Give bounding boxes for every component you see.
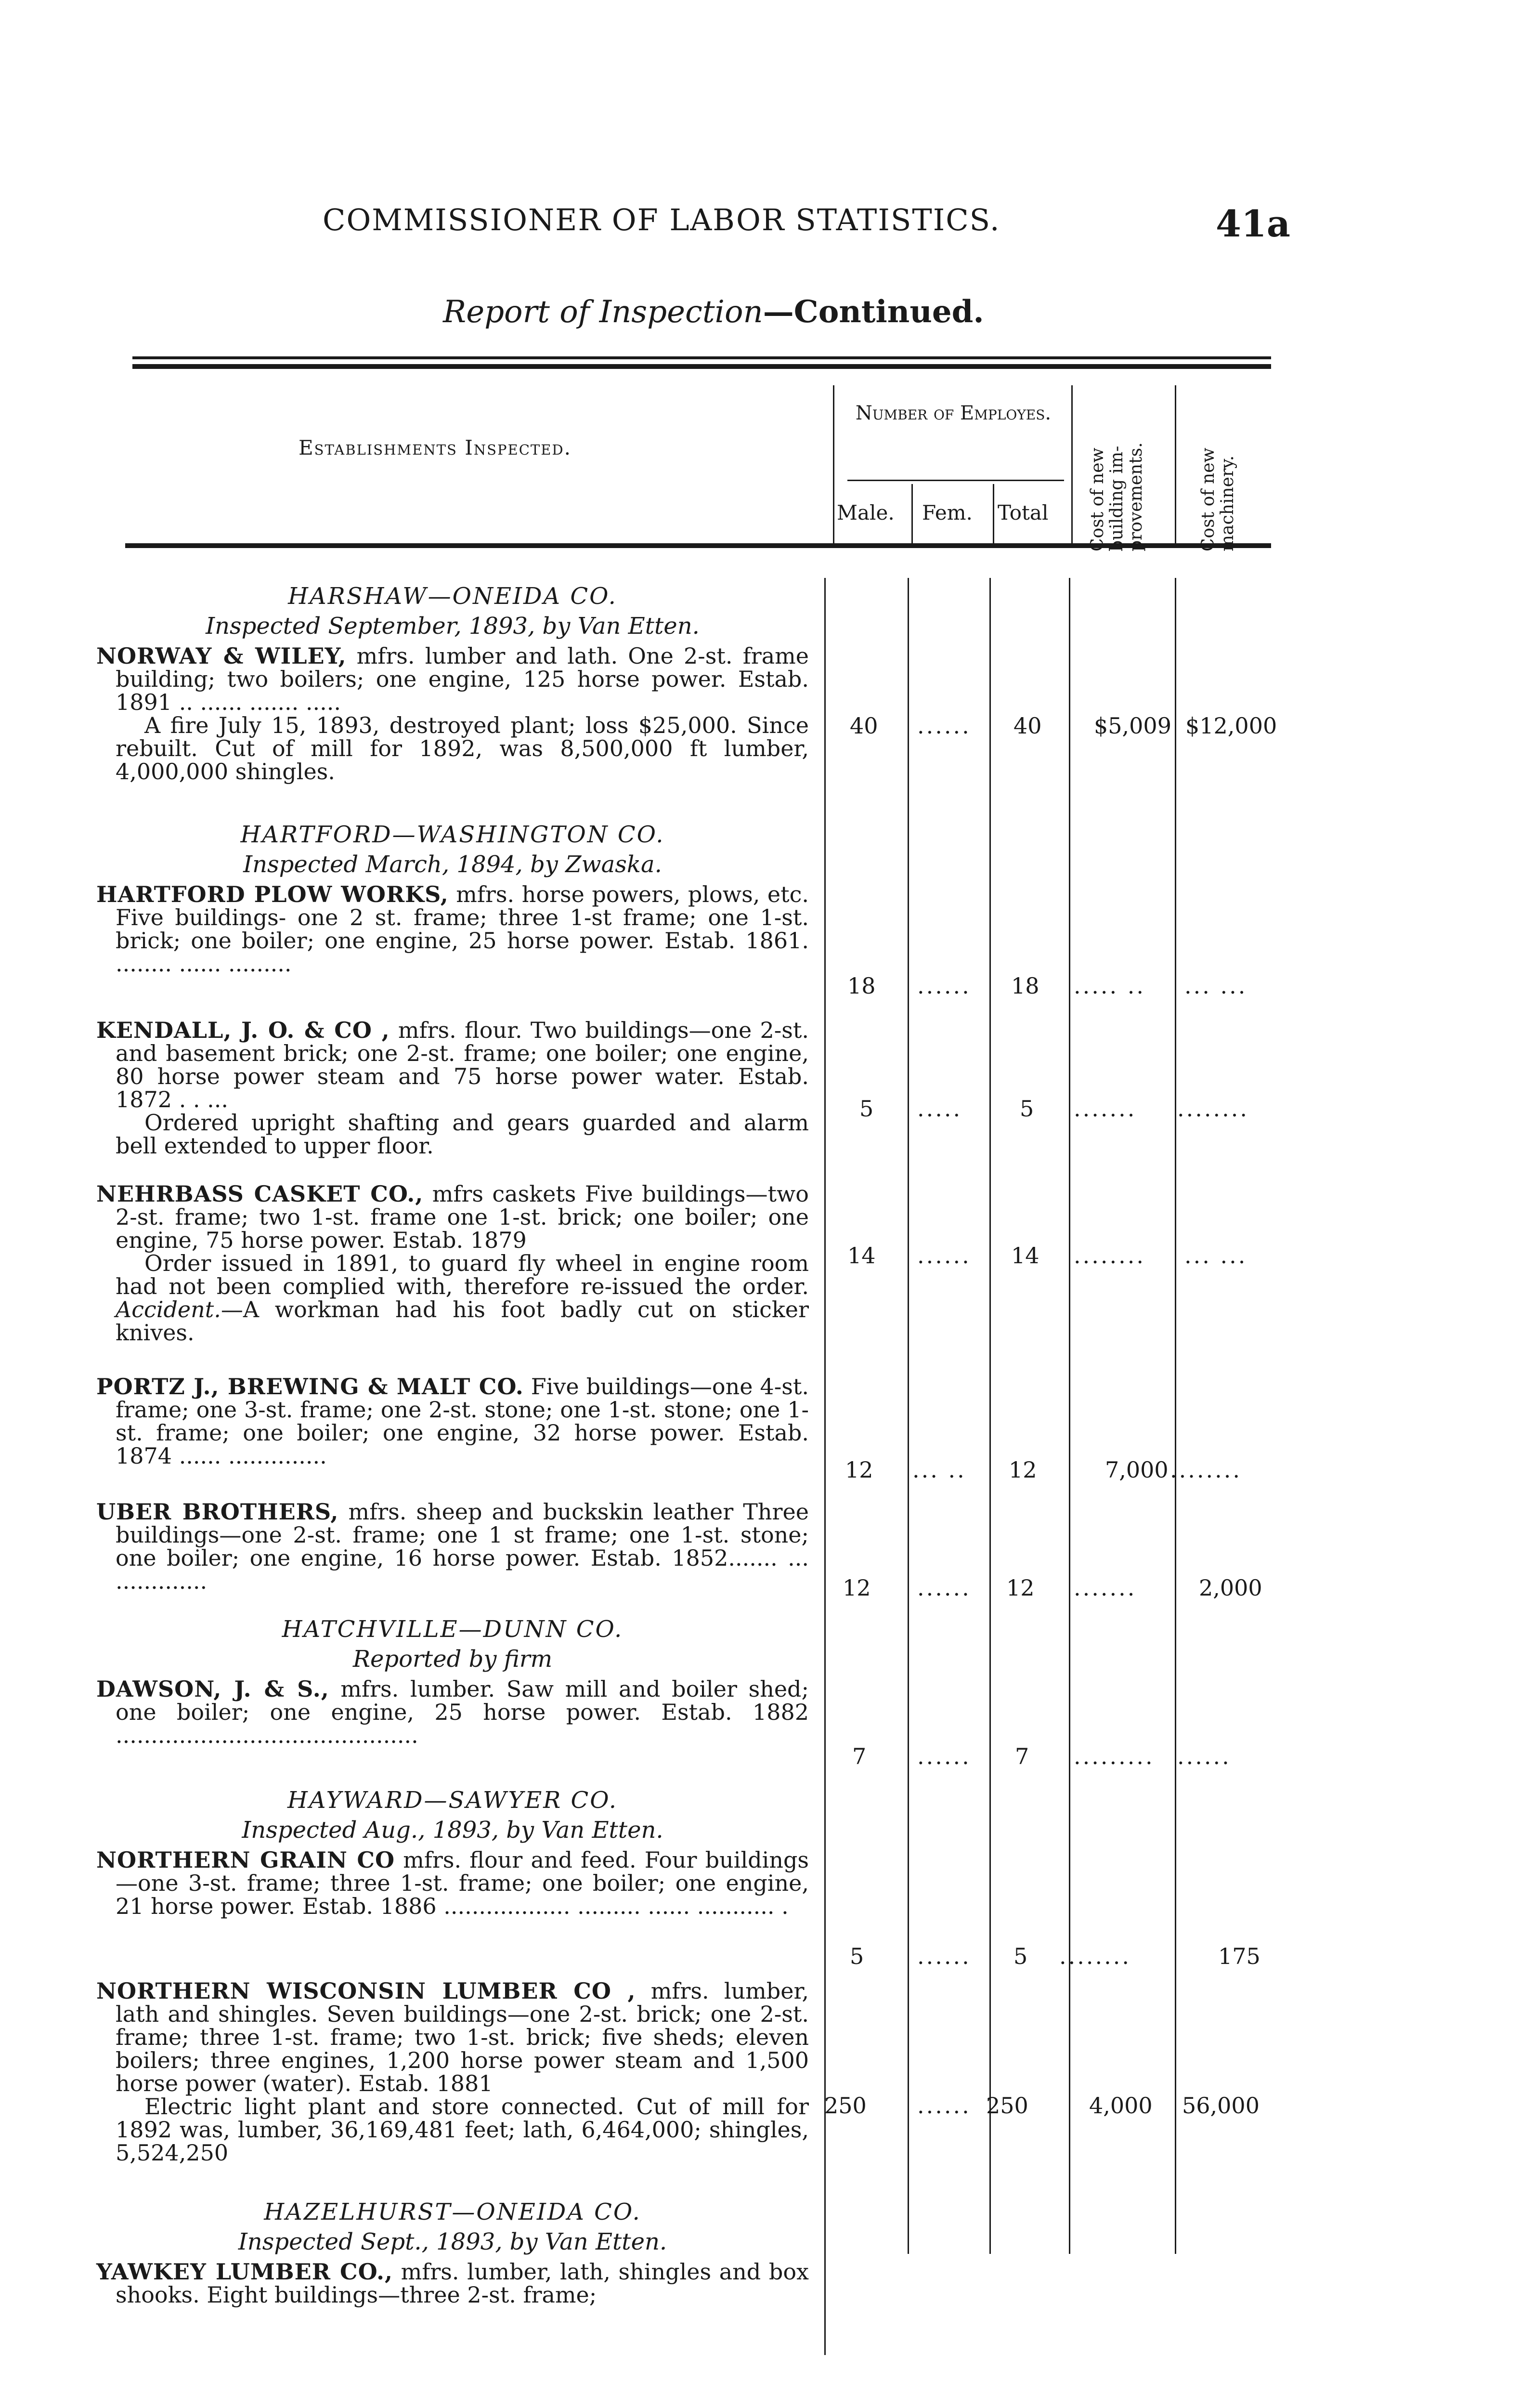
establishment-name: PORTZ J., BREWING & MALT CO. <box>96 1374 524 1400</box>
entry-description <box>96 883 809 975</box>
header-total: Total <box>998 501 1049 524</box>
cell-fem: ...... <box>917 1243 971 1269</box>
cell-fem: ...... <box>917 2093 971 2119</box>
cell-fem: ...... <box>917 713 971 739</box>
header-number-of-employes: Number of Employes. <box>855 402 1052 424</box>
cell-male: 40 <box>850 713 878 739</box>
cell-machinery-cost: ... ... <box>1184 973 1247 999</box>
entry-text: mfrs caskets Five buildings—two 2-st. frame; two 1-st. frame one 1-st. brick; one boiler; one engine, 75 horse power. Estab. 1879 <box>116 1181 809 1253</box>
cell-fem: ...... <box>917 1743 971 1769</box>
hdr-col-div-5 <box>1175 385 1176 544</box>
cell-building-cost: 7,000 <box>1105 1457 1169 1483</box>
entry-portz <box>96 1375 809 1467</box>
entry-uber <box>96 1500 809 1593</box>
establishment-name: YAWKEY LUMBER CO., <box>96 2259 393 2285</box>
cell-total: 40 <box>1013 713 1042 739</box>
establishment-name: NORTHERN WISCONSIN LUMBER CO , <box>96 1978 636 2004</box>
entry-text: mfrs. sheep and buckskin leather Three buildings—one 2-st. frame; one 1 st frame; one 1-st. stone; one boiler; one engine, 16 horse power. Estab. 1852....... ... ............. <box>116 1499 809 1594</box>
cell-male: 5 <box>859 1096 874 1122</box>
note-text: Order issued in 1891, to guard fly wheel in engine room had not been complied with, therefore re-issued the order. <box>116 1250 809 1299</box>
entry-northern-wisconsin <box>96 1979 809 2164</box>
cell-total: 5 <box>1020 1096 1034 1122</box>
cell-total: 14 <box>1011 1243 1039 1269</box>
cell-building-cost: ......... <box>1074 1743 1155 1769</box>
establishment-name: DAWSON, J. & S., <box>96 1676 329 1702</box>
cell-machinery-cost: ...... <box>1177 1743 1231 1769</box>
entry-text: mfrs. lumber, lath, shingles and box shooks. Eight buildings—three 2-st. frame; <box>116 2259 809 2308</box>
entry-note: Electric light plant and store connected. Cut of mill for 1892 was, lumber, 36,169,481 feet; lath, 6,464,000; shingles, 5,524,250 <box>116 2094 809 2166</box>
cell-machinery-cost: ... ... <box>1184 1243 1247 1269</box>
running-title: COMMISSIONER OF LABOR STATISTICS. <box>323 202 1000 237</box>
note-tail: —A workman had his foot badly cut on sticker knives. <box>116 1296 809 1346</box>
page-subtitle <box>443 294 984 330</box>
section-harshaw <box>96 583 809 783</box>
hdr-col-div-4 <box>1071 385 1073 544</box>
body-col-div-3 <box>989 578 991 2254</box>
hdr-col-div-3 <box>993 484 994 544</box>
cell-total: 12 <box>1009 1457 1037 1483</box>
cell-building-cost: ........ <box>1059 1943 1131 1969</box>
entry-text: mfrs. lumber, lath and shingles. Seven buildings—one 2-st. brick; one 2-st. frame; three 1-st. frame; two 1-st. brick; five sheds; eleven boilers; three engines, 1,200 horse power steam and 1,500 horse power (water). Estab. 1881 <box>116 1978 809 2096</box>
cell-male: 18 <box>847 973 876 999</box>
cell-machinery-cost: 56,000 <box>1182 2093 1260 2119</box>
entry-text: Five buildings—one 4-st. frame; one 3-st. frame; one 2-st. stone; one 1-st. stone; one 1-st. frame; one boiler; one engine, 32 horse power. Estab. 1874 ...... .............. <box>116 1374 809 1469</box>
body-col-div-1 <box>824 578 826 2355</box>
entry-text: mfrs. lumber. Saw mill and boiler shed; one boiler; one engine, 25 horse power. Estab. 1882 ........................................... <box>116 1676 809 1748</box>
cell-building-cost: ........ <box>1074 1243 1145 1269</box>
cell-building-cost: $5,009 <box>1094 713 1171 739</box>
header-fem: Fem. <box>922 501 973 524</box>
top-double-rule-b <box>132 364 1271 369</box>
body-col-div-4 <box>1069 578 1070 2254</box>
section-inspected: Inspected March, 1894, by Zwaska. <box>243 851 662 878</box>
entry-text: mfrs. horse powers, plows, etc. Five buildings- one 2 st. frame; three 1-st frame; one 1-st. brick; one boiler; one engine, 25 horse power. Estab. 1861. ........ ...... ......... <box>116 881 809 977</box>
cell-building-cost: 4,000 <box>1089 2093 1153 2119</box>
establishment-name: UBER BROTHERS, <box>96 1499 339 1525</box>
cell-total: 12 <box>1006 1575 1035 1601</box>
entry-nehrbass <box>96 1182 809 1344</box>
cell-machinery-cost: $12,000 <box>1185 713 1277 739</box>
cell-fem: ... .. <box>912 1457 966 1483</box>
section-inspected: Inspected September, 1893, by Van Etten. <box>206 613 700 640</box>
entry-description <box>96 1848 809 1918</box>
entry-text: mfrs. flour and feed. Four buildings—one 3-st. frame; three 1-st. frame; one boiler; one engine, 21 horse power. Estab. 1886 .................. ......... ...... ........... . <box>116 1847 809 1919</box>
entry-note: A fire July 15, 1893, destroyed plant; loss $25,000. Since rebuilt. Cut of mill for 1892, was 8,500,000 ft lumber, 4,000,000 shingles. <box>116 712 809 785</box>
establishment-name: NORTHERN GRAIN CO <box>96 1847 395 1873</box>
entry-description <box>96 2260 809 2306</box>
page-number: 41a <box>1216 202 1291 245</box>
entry-description <box>96 1979 809 2095</box>
cell-male: 7 <box>852 1743 867 1769</box>
cell-fem: ..... <box>917 1096 962 1122</box>
cell-machinery-cost: ........ <box>1177 1096 1249 1122</box>
header-cost-building: Cost of new building im- provements. <box>1088 442 1146 551</box>
section-place: HARTFORD—WASHINGTON CO. <box>240 821 665 848</box>
entry-note: Ordered upright shafting and gears guarded and alarm bell extended to upper floor. <box>116 1110 809 1159</box>
cell-building-cost: ..... .. <box>1074 973 1145 999</box>
cell-fem: ...... <box>917 1575 971 1601</box>
section-hatchville <box>96 1616 809 1747</box>
cell-machinery-cost: 175 <box>1218 1943 1260 1969</box>
entry-description <box>96 1500 809 1593</box>
section-place: HAZELHURST—ONEIDA CO. <box>264 2199 641 2225</box>
entry-description <box>96 1375 809 1467</box>
hdr-col-div-1 <box>833 385 834 544</box>
cell-male: 5 <box>850 1943 864 1969</box>
cell-male: 12 <box>843 1575 871 1601</box>
cell-machinery-cost: ........ <box>1170 1457 1242 1483</box>
section-inspected: Inspected Sept., 1893, by Van Etten. <box>238 2228 667 2255</box>
cell-total: 5 <box>1013 1943 1028 1969</box>
entry-text: mfrs. lumber and lath. One 2-st. frame building; two boilers; one engine, 125 horse power. Estab. 1891 .. ...... ....... ..... <box>116 643 809 715</box>
cell-male: 250 <box>824 2093 867 2119</box>
cell-male: 12 <box>845 1457 873 1483</box>
entry-description <box>96 1677 809 1747</box>
body-col-div-2 <box>908 578 909 2254</box>
section-place: HARSHAW—ONEIDA CO. <box>288 583 617 610</box>
cell-fem: ...... <box>917 1943 971 1969</box>
hdr-col-div-2 <box>911 484 913 544</box>
cell-machinery-cost: 2,000 <box>1199 1575 1262 1601</box>
section-hartford <box>96 821 809 975</box>
section-inspected: Inspected Aug., 1893, by Van Etten. <box>242 1817 663 1844</box>
entry-kendall <box>96 1019 809 1157</box>
establishment-name: HARTFORD PLOW WORKS, <box>96 881 449 907</box>
cell-male: 14 <box>847 1243 876 1269</box>
body-col-div-5 <box>1175 578 1176 2254</box>
cell-fem: ...... <box>917 973 971 999</box>
section-hayward <box>96 1787 809 1918</box>
entry-description <box>96 1019 809 1111</box>
cell-building-cost: ....... <box>1074 1575 1137 1601</box>
note-accident: Accident. <box>116 1296 221 1322</box>
subtitle-italic: Report of Inspection <box>443 294 763 330</box>
header-male: Male. <box>837 501 895 524</box>
cell-total: 250 <box>986 2093 1028 2119</box>
cell-total: 7 <box>1015 1743 1029 1769</box>
section-place: HAYWARD—SAWYER CO. <box>287 1787 618 1814</box>
entry-description <box>96 1182 809 1252</box>
establishment-name: NORWAY & WILEY, <box>96 643 347 669</box>
entry-description <box>96 644 809 714</box>
header-cost-machinery: Cost of new machinery. <box>1198 447 1237 551</box>
cell-building-cost: ....... <box>1074 1096 1137 1122</box>
cell-total: 18 <box>1011 973 1039 999</box>
section-place: HATCHVILLE—DUNN CO. <box>282 1616 624 1643</box>
top-double-rule-a <box>132 356 1271 359</box>
employes-underline <box>847 480 1064 481</box>
establishment-name: NEHRBASS CASKET CO., <box>96 1181 424 1207</box>
section-hazelhurst <box>96 2199 809 2306</box>
header-establishments: Establishments Inspected. <box>299 436 572 459</box>
subtitle-continued: —Continued. <box>763 294 984 330</box>
section-inspected: Reported by firm <box>352 1646 553 1673</box>
entry-text: mfrs. flour. Two buildings—one 2-st. and basement brick; one 2-st. frame; one boiler; one engine, 80 horse power steam and 75 horse power water. Estab. 1872 . . ... <box>116 1017 809 1112</box>
entry-note <box>96 1252 809 1344</box>
establishment-name: KENDALL, J. O. & CO , <box>96 1017 390 1043</box>
